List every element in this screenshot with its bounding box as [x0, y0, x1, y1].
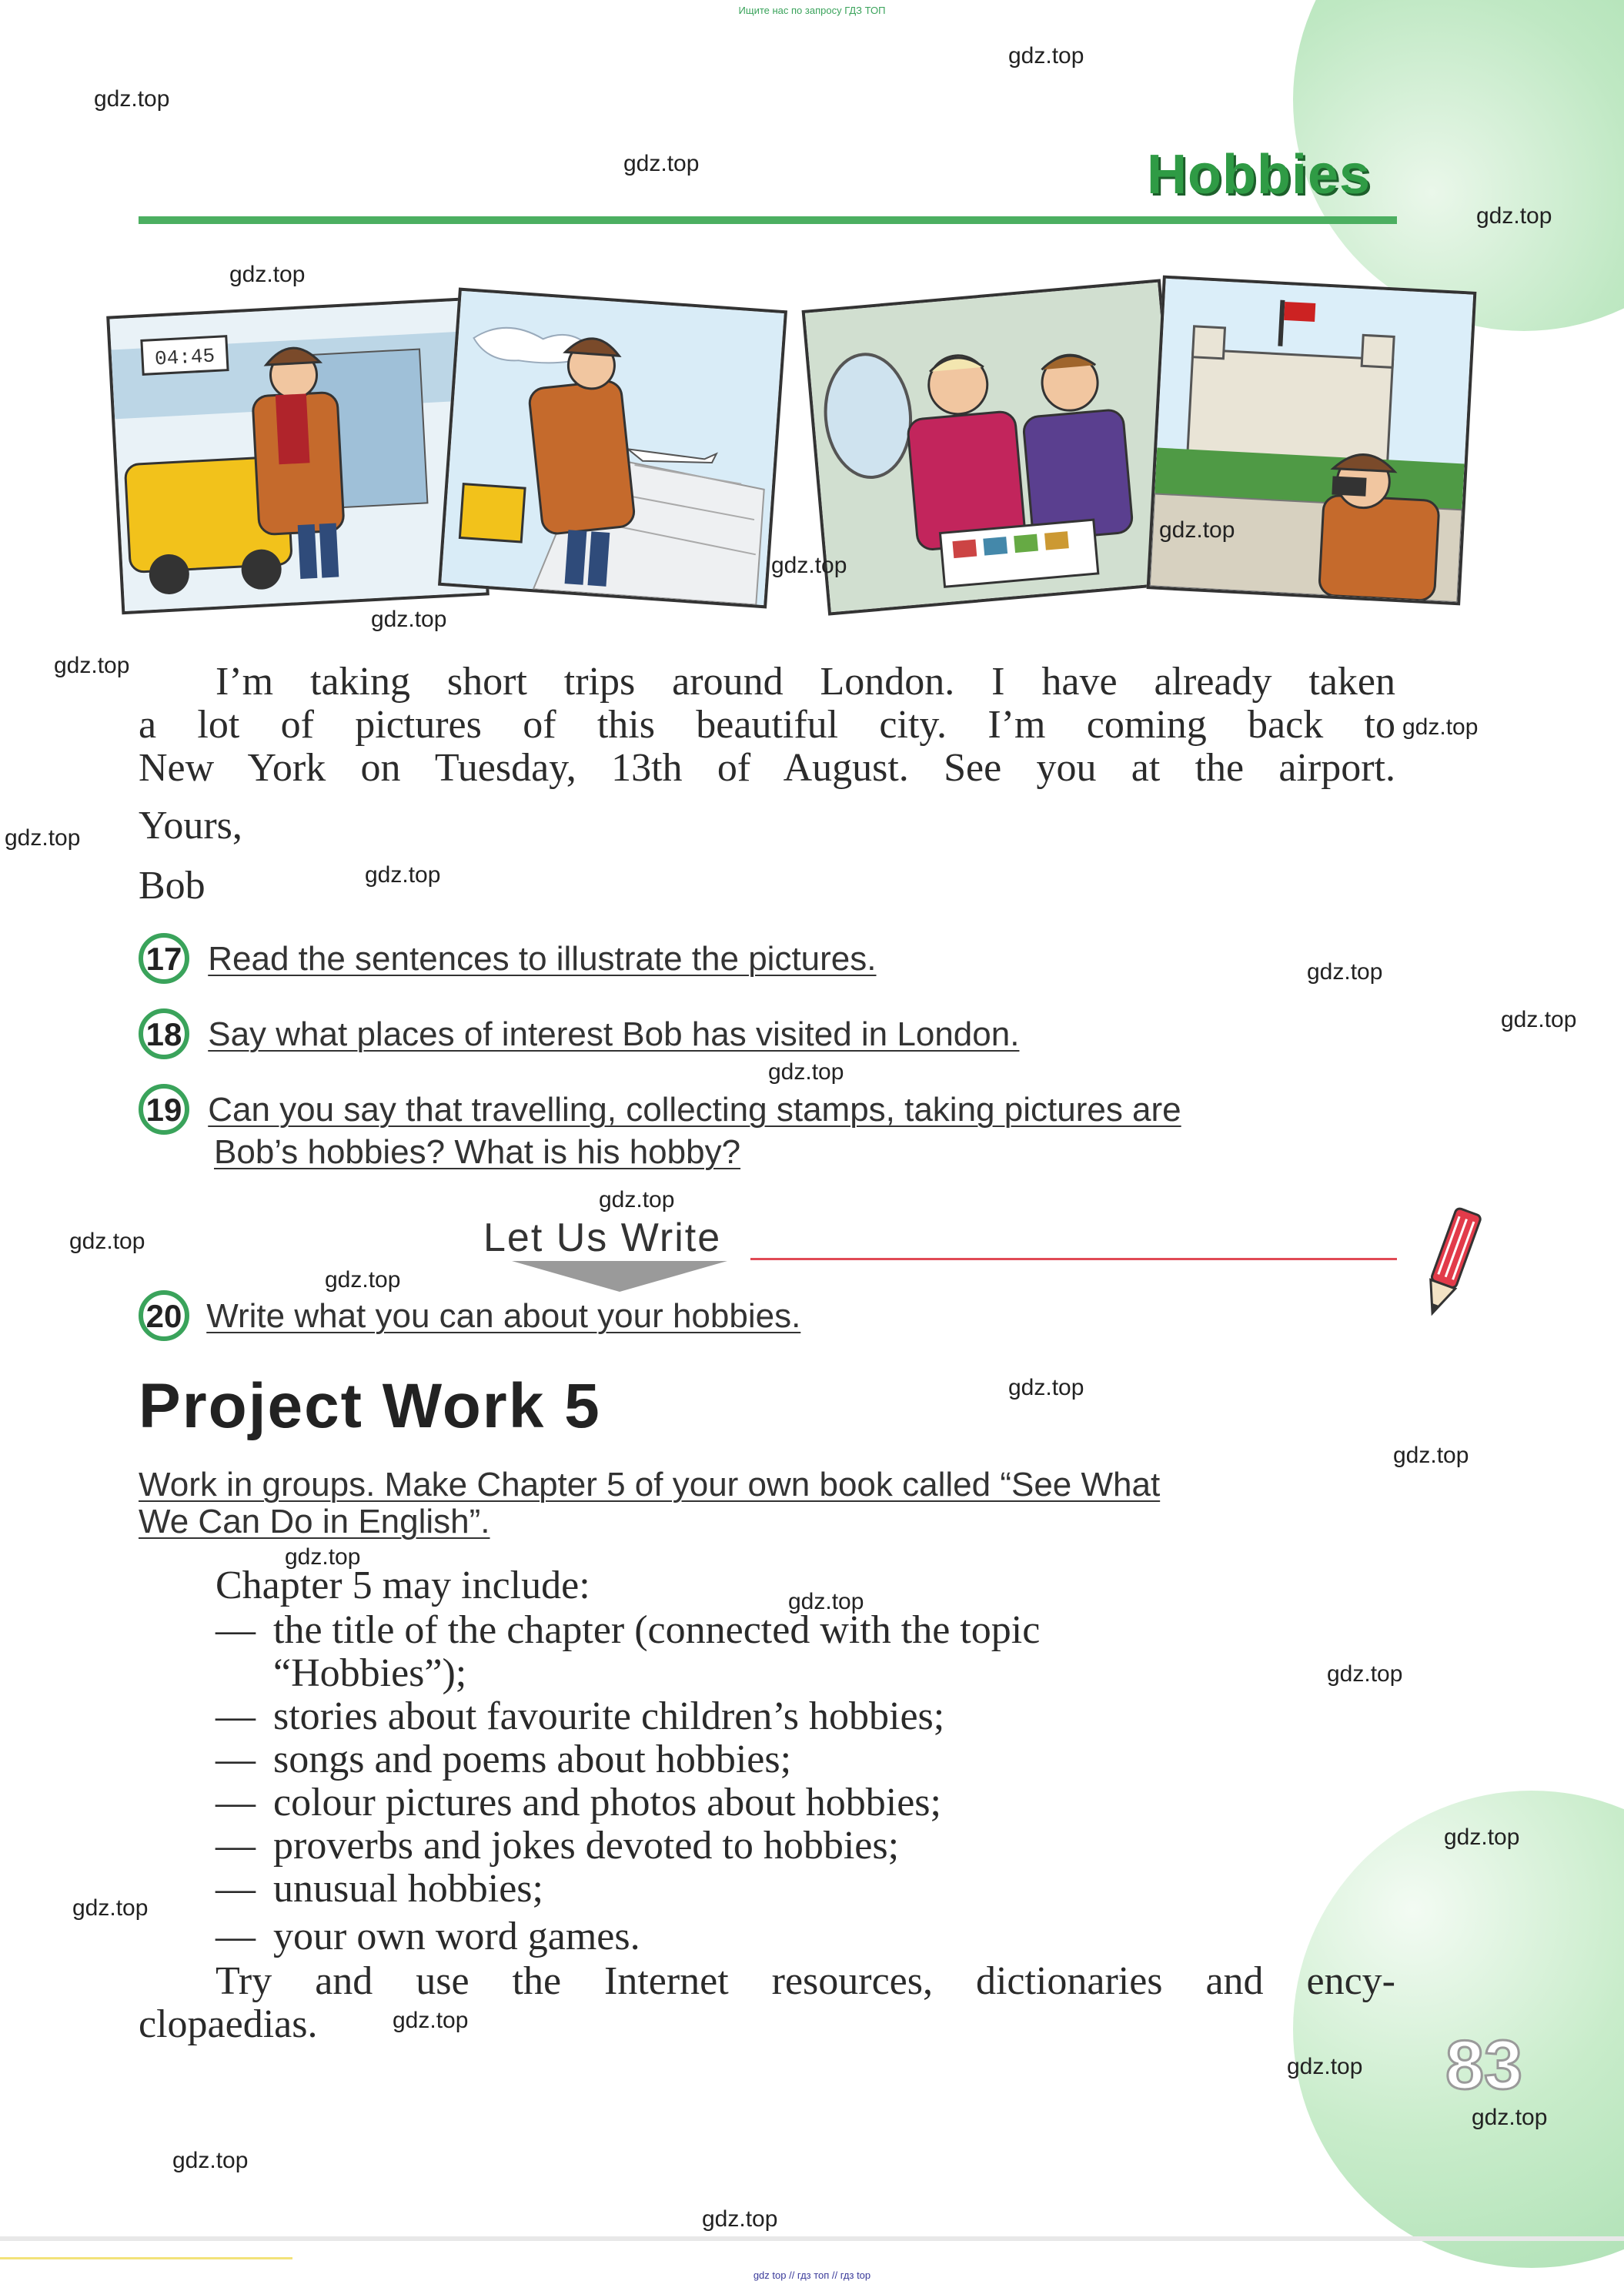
watermark: gdz.top [54, 653, 130, 678]
letter-signature: Bob [139, 864, 206, 908]
page-title: Hobbies [1147, 144, 1372, 206]
letter-closing: Yours, [139, 804, 242, 848]
watermark: gdz.top [229, 262, 306, 287]
illustration-taxi-drawing [109, 300, 486, 611]
project-item: — your own word games. [216, 1915, 640, 1958]
watermark: gdz.top [5, 825, 81, 851]
watermark: gdz.top [1444, 1824, 1520, 1850]
watermark: gdz.top [1327, 1661, 1403, 1687]
project-item: — colour pictures and photos about hobbies; [216, 1781, 941, 1824]
exercise-text: Read the sentences to illustrate the pictures. [208, 940, 877, 978]
exercise-18 [139, 1008, 1019, 1059]
illustration-airport-drawing [441, 291, 784, 605]
watermark: gdz.top [1159, 517, 1235, 543]
exercise-20 [139, 1290, 800, 1341]
watermark: gdz.top [599, 1187, 675, 1212]
let-us-write-arrow [512, 1261, 727, 1292]
top-banner[interactable]: Ищите нас по запросу ГДЗ ТОП [738, 5, 886, 16]
footer-links[interactable]: gdz top // гдз топ // гдз top [753, 2269, 871, 2281]
project-intro: Chapter 5 may include: [216, 1564, 590, 1607]
watermark: gdz.top [1008, 1375, 1084, 1400]
project-item: — stories about favourite children’s hobbies; [216, 1694, 945, 1738]
watermark: gdz.top [94, 86, 170, 112]
illustration-tower [1147, 276, 1477, 606]
project-task-line-2: We Can Do in English”. [139, 1503, 490, 1540]
project-item: — unusual hobbies; [216, 1867, 543, 1911]
watermark: gdz.top [365, 862, 441, 888]
exercise-number: 17 [139, 933, 189, 984]
clock-readout: 04:45 [154, 344, 216, 371]
exercise-number: 18 [139, 1008, 189, 1059]
watermark: gdz.top [768, 1059, 844, 1085]
watermark: gdz.top [393, 2008, 469, 2033]
letter-line-2: a lot of pictures of this beautiful city. I’m coming back to [139, 703, 1395, 747]
bottom-divider [0, 2236, 1624, 2241]
exercise-text: Write what you can about your hobbies. [206, 1297, 801, 1335]
watermark: gdz.top [1476, 203, 1552, 229]
watermark: gdz.top [1501, 1007, 1577, 1032]
project-final-line-1: Try and use the Internet resources, dictionaries and ency- [216, 1959, 1395, 2003]
letter-line-1: I’m taking short trips around London. I have already taken [216, 660, 1395, 704]
watermark: gdz.top [1287, 2054, 1363, 2079]
pencil-icon [1408, 1201, 1493, 1324]
let-us-write-line [750, 1258, 1397, 1260]
watermark: gdz.top [1402, 714, 1479, 740]
project-task-line-1: Work in groups. Make Chapter 5 of your own book called “See What [139, 1466, 1161, 1503]
watermark: gdz.top [623, 151, 700, 176]
exercise-number: 20 [139, 1290, 189, 1341]
exercise-19 [139, 1084, 1181, 1135]
exercise-text: Say what places of interest Bob has visited in London. [208, 1015, 1020, 1053]
illustration-tower-drawing [1150, 279, 1473, 602]
watermark: gdz.top [285, 1544, 361, 1570]
watermark: gdz.top [788, 1589, 864, 1614]
illustration-airport [438, 288, 787, 609]
project-item: — proverbs and jokes devoted to hobbies; [216, 1824, 900, 1868]
project-item: — songs and poems about hobbies; [216, 1737, 792, 1781]
exercise-text: Can you say that travelling, collecting stamps, taking pictures are [208, 1091, 1181, 1129]
watermark: gdz.top [1307, 959, 1383, 985]
watermark: gdz.top [371, 607, 447, 632]
watermark: gdz.top [72, 1895, 149, 1921]
exercise-19-line2: Bob’s hobbies? What is his hobby? [214, 1133, 741, 1171]
project-item: — the title of the chapter (connected with the topic [216, 1608, 1041, 1652]
let-us-write-heading: Let Us Write [483, 1216, 722, 1260]
illustration-taxi [106, 297, 490, 614]
page-number: 83 [1445, 2027, 1523, 2104]
watermark: gdz.top [69, 1229, 145, 1254]
watermark: gdz.top [325, 1267, 401, 1293]
watermark: gdz.top [1393, 1443, 1469, 1468]
illustration-plane-stamps [802, 279, 1188, 615]
project-title: Project Work 5 [139, 1371, 601, 1441]
watermark: gdz.top [1472, 2105, 1548, 2130]
exercise-number: 19 [139, 1084, 189, 1135]
project-final-line-2: clopaedias. [139, 2002, 318, 2046]
watermark: gdz.top [172, 2148, 249, 2173]
letter-line-3: New York on Tuesday, 13th of August. See you at the airport. [139, 746, 1395, 790]
watermark: gdz.top [771, 553, 847, 578]
title-rule [139, 216, 1397, 224]
watermark: gdz.top [1008, 43, 1084, 69]
bottom-accent [0, 2257, 292, 2259]
exercise-17 [139, 933, 877, 984]
illustration-plane-stamps-drawing [805, 283, 1184, 613]
project-item: “Hobbies”); [273, 1651, 467, 1695]
watermark: gdz.top [702, 2206, 778, 2232]
